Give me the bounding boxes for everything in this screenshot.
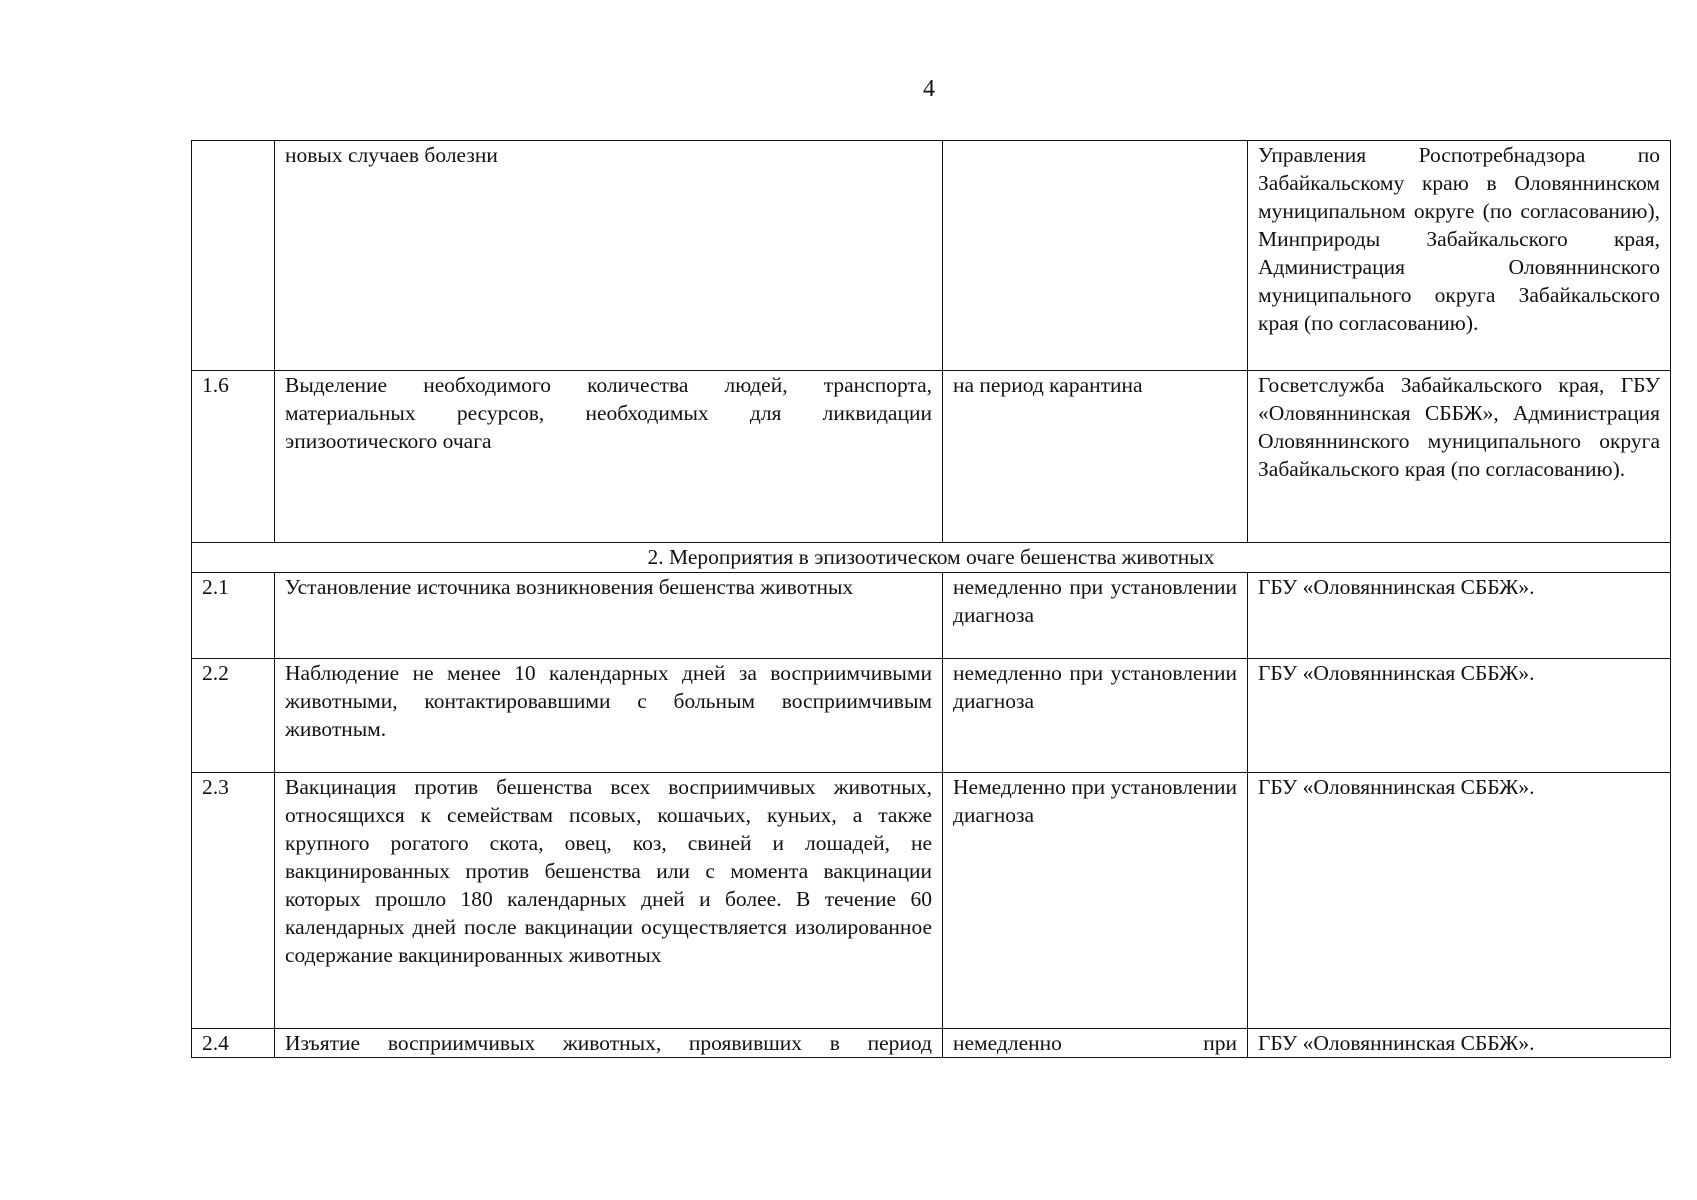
table-row (192, 371, 1671, 543)
section-title: 2. Мероприятия в эпизоотическом очаге бешенства животных (192, 543, 1671, 573)
measures-table (191, 140, 1671, 1058)
section-header-row (192, 543, 1671, 573)
action-cell: Вакцинация против бешенства всех восприимчивых животных, относящихся к семействам псовых, кошачьих, куньих, а также крупного рогатого скота, овец, коз, свиней и лошадей, не вакцинированных против бешенства или с момента вакцинации которых прошло 180 календарных дней и более. В течение 60 календарных дней после вакцинации осуществляется изолированное содержание вакцинированных животных (275, 773, 943, 1029)
action-cell: Выделение необходимого количества людей, транспорта, материальных ресурсов, необходимых для ликвидации эпизоотического очага (275, 371, 943, 543)
table-row (192, 573, 1671, 659)
page-number: 4 (923, 76, 935, 102)
term-cell (943, 141, 1248, 371)
table-row (192, 141, 1671, 371)
responsible-cell: Управления Роспотребнадзора по Забайкальскому краю в Оловяннинском муниципальном округе (по согласованию), Минприроды Забайкальского края, Администрация Оловяннинского муниципального округа Забайкальского края (по согласованию). (1248, 141, 1671, 371)
table-row (192, 659, 1671, 773)
table-row (192, 1029, 1671, 1058)
action-cell: Установление источника возникновения бешенства животных (275, 573, 943, 659)
responsible-cell: ГБУ «Оловяннинская СББЖ». (1248, 1029, 1671, 1058)
row-number: 2.4 (192, 1029, 275, 1058)
responsible-cell: ГБУ «Оловяннинская СББЖ». (1248, 573, 1671, 659)
row-number: 2.3 (192, 773, 275, 1029)
term-cell: немедленно при (943, 1029, 1248, 1058)
row-number: 2.2 (192, 659, 275, 773)
row-number (192, 141, 275, 371)
action-cell: Изъятие восприимчивых животных, проявивших в период (275, 1029, 943, 1058)
term-cell: на период карантина (943, 371, 1248, 543)
action-cell: Наблюдение не менее 10 календарных дней за восприимчивыми животными, контактировавшими с больным восприимчивым животным. (275, 659, 943, 773)
table-row (192, 773, 1671, 1029)
term-cell: немедленно при установлении диагноза (943, 573, 1248, 659)
responsible-cell: ГБУ «Оловяннинская СББЖ». (1248, 659, 1671, 773)
term-cell: немедленно при установлении диагноза (943, 659, 1248, 773)
row-number: 2.1 (192, 573, 275, 659)
term-cell: Немедленно при установлении диагноза (943, 773, 1248, 1029)
responsible-cell: Госветслужба Забайкальского края, ГБУ «Оловяннинская СББЖ», Администрация Оловяннинского муниципального округа Забайкальского края (по согласованию). (1248, 371, 1671, 543)
action-cell: новых случаев болезни (275, 141, 943, 371)
responsible-cell: ГБУ «Оловяннинская СББЖ». (1248, 773, 1671, 1029)
row-number: 1.6 (192, 371, 275, 543)
